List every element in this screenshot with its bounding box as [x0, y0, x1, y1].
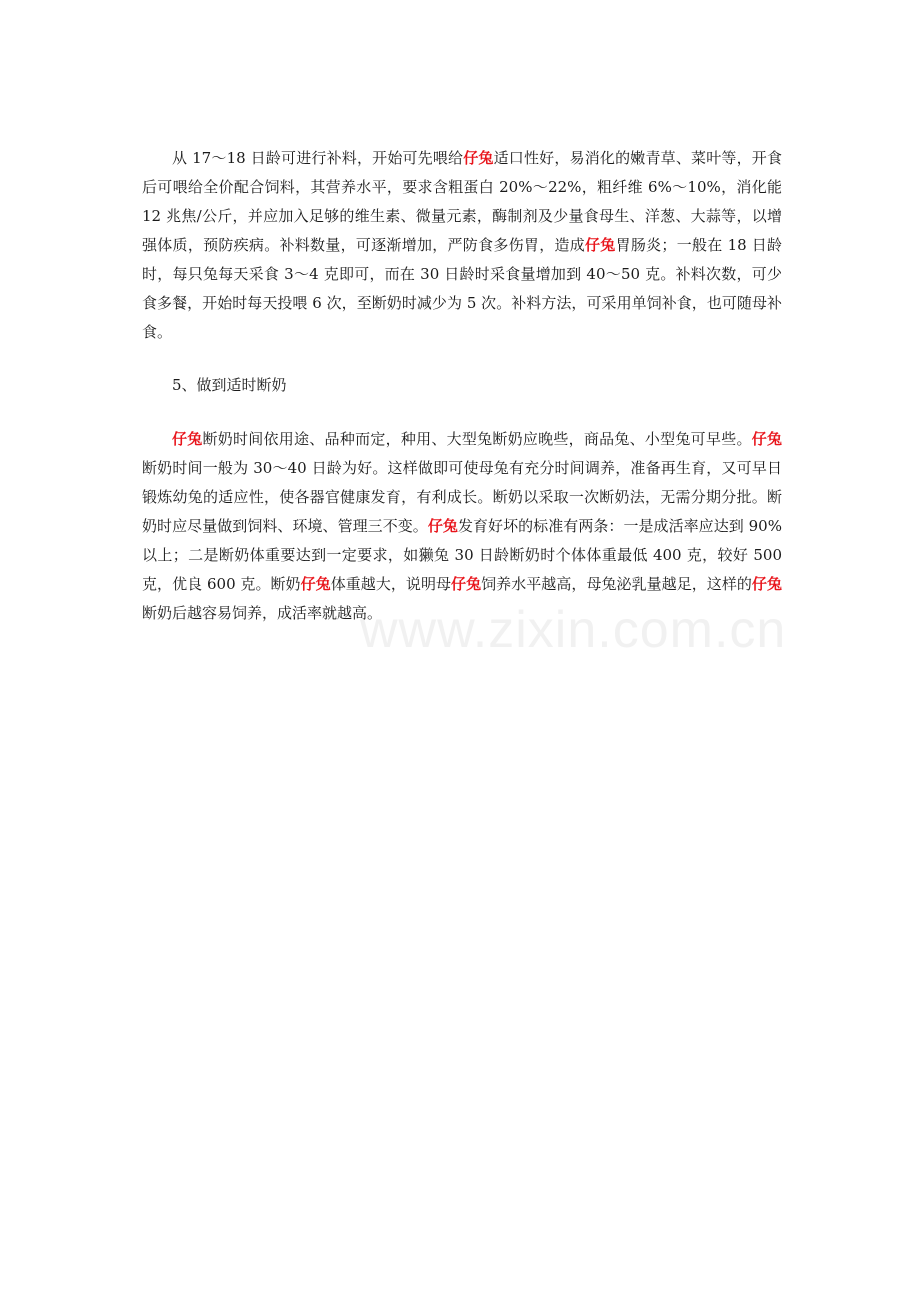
highlight-term: 仔兔 [427, 517, 458, 535]
highlight-term: 仔兔 [585, 236, 616, 254]
body-text: 发育好坏的标准有两条：一是成活率应达到 90%以上；二是断奶体重要达到一定要求，如獭兔 30 日龄断奶时个体体重最低 400 克，较好 500 克，优良 600 克。断奶 [142, 517, 782, 593]
document-page [142, 144, 782, 628]
body-text: 断奶时间一般为 30～40 日龄为好。这样做即可使母兔有充分时间调养，准备再生育，又可早日锻炼幼兔的适应性，使各器官健康发育，有利成长。断奶以采取一次断奶法，无需分期分批。断奶时应尽量做到饲料、环境、管理三不变。 [142, 459, 782, 535]
highlight-term: 仔兔 [451, 575, 482, 593]
spacer [142, 400, 782, 425]
highlight-term: 仔兔 [300, 575, 331, 593]
paragraph-feeding [142, 144, 782, 347]
body-text: 体重越大，说明母 [330, 575, 452, 593]
highlight-term: 仔兔 [463, 149, 494, 167]
body-text: 胃肠炎；一般在 18 日龄时，每只兔每天采食 3～4 克即可，而在 30 日龄时采食量增加到 40～50 克。补料次数，可少食多餐，开始时每天投喂 6 次，至断奶时减少为 5 次。补料方法，可采用单饲补食，也可随母补食。 [142, 236, 782, 341]
watermark: www.zixin.com.cn [360, 601, 787, 659]
body-text: 适口性好，易消化的嫩青草、菜叶等，开食后可喂给全价配合饲料，其营养水平，要求含粗蛋白 20%～22%，粗纤维 6%～10%，消化能 12 兆焦/公斤，并应加入足够的维生素、微量元素，酶制剂及少量食母生、洋葱、大蒜等，以增强体质，预防疾病。补料数量，可逐渐增加，严防食多伤胃，造成 [142, 149, 782, 254]
body-text: 从 17～18 日龄可进行补料，开始可先喂给 [172, 149, 464, 167]
body-text: 断奶后越容易饲养，成活率就越高。 [142, 604, 383, 622]
body-text: 断奶时间依用途、品种而定，种用、大型兔断奶应晚些，商品兔、小型兔可早些。 [202, 430, 752, 448]
highlight-term: 仔兔 [751, 430, 782, 448]
spacer [142, 347, 782, 371]
section-heading: 5、做到适时断奶 [172, 376, 287, 394]
highlight-term: 仔兔 [172, 430, 203, 448]
highlight-term: 仔兔 [751, 575, 782, 593]
body-text: 饲养水平越高，母兔泌乳量越足，这样的 [481, 575, 752, 593]
paragraph-weaning [142, 425, 782, 628]
